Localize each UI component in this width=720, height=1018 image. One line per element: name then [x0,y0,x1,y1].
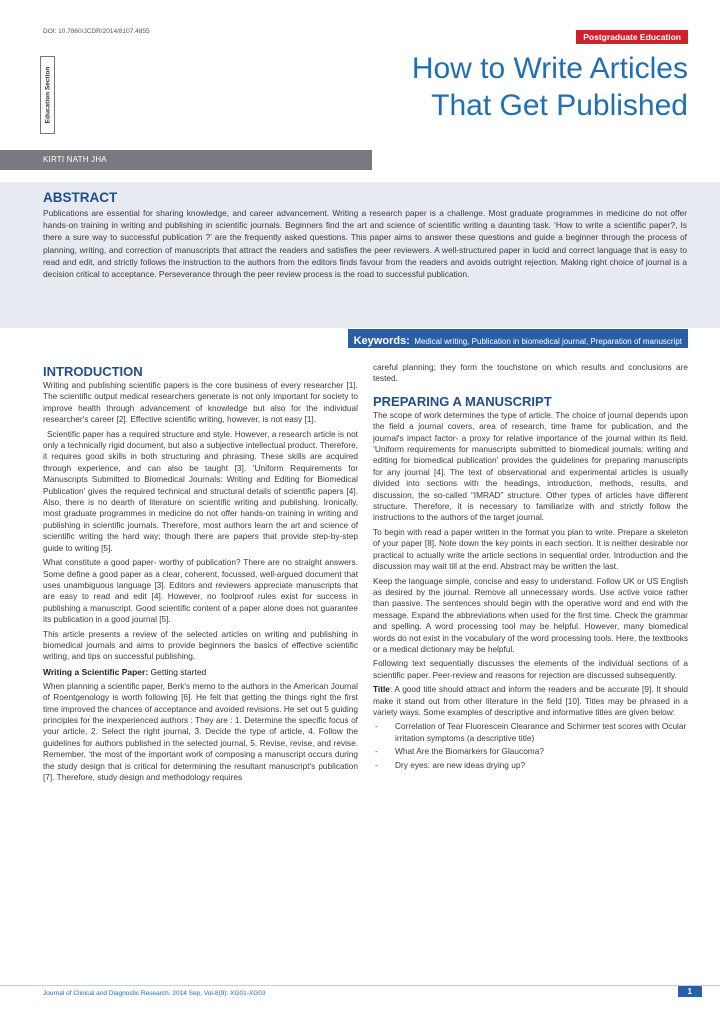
abstract-text: Publications are essential for sharing knowledge, and career advancement. Writing a research paper is a challenge. Most graduate programmes in medicine do not offer hands-on training in writing and publishing in scientific journals. Beginners find the art and science of scientific writing a daunting task. ‘How to write a scientific paper?, Is there a sure way to successful publication ?’ are the frequently asked questions. This paper aims to answer these questions and guide a beginner through the process of planning, writing, and correction of manuscripts that attract the readers and satisfies the peer reviewers. A well-structured paper in lucid and correct language that is easy to read and edit, and strictly follows the instruction to the authors from the editors finds favour from the readers and avoids outright rejection. Making right choice of journal is a decision critical to acceptance. Perseverance through the peer review process is the road to successful publication. [43,208,687,280]
abstract-box [0,182,720,328]
introduction-heading: INTRODUCTION [43,364,143,379]
title-line-2: That Get Published [431,89,688,122]
side-label-box [40,56,55,134]
paragraph: Following text sequentially discusses the elements of the individual sections of a scientific paper. Peer-review and reasons for rejection are discussed subsequently. [373,658,688,680]
author-bar [0,150,372,170]
paragraph: This article presents a review of the selected articles on writing and publishing in biomedical journals and aims to provide beginners the basics of effective scientific writing, and tips on successful publishing. [43,628,358,662]
paragraph: Keep the language simple, concise and easy to understand. Follow UK or US English as desired by the journal. Remove all unnecessary words. Use active voice rather than passive. The sentences should begin with the operative word and end with the message. Expand the abbreviations when used for the first time. Check the grammar and spelling. A word processing tool may be helpful. However, many biomedical words do not exist in the vocabulary of the word processing tools. Here, the textbooks or a medical dictionary may be helpful. [373,575,688,654]
list-item: - Dry eyes: are new ideas drying up? [373,760,688,771]
subheading-bold: Writing a Scientific Paper: [43,666,149,677]
keywords-bar [348,329,688,348]
paragraph: When planning a scientific paper, Berk's memo to the authors in the American Journal of Roentgenology is worth following [6]. He felt that getting the things right the first time improved the chances of acceptance and avoided revisions. He set out 5 guiding principles for the inexperienced authors : They are : 1. Determine the specific focus of your article, 2. Select the right journal, 3. Decide the type of article, 4. Follow the guidelines for authors published in the selected journal, 5. Revise, revise, and revise. Remember, ‘the most of the important work of composing a manuscript occurs during the study design that is critical for determining the resultant manuscript's publication [7]. Therefore, study design and methodology requires [43,680,358,782]
subheading [43,666,358,678]
keywords-value: Medical writing, Publication in biomedical journal, Preparation of manuscript [414,337,682,346]
title-term: Title [373,684,390,695]
section-tag: Postgraduate Education [576,30,688,44]
paragraph: To begin with read a paper written in the format you plan to write. Prepare a skeleton of your paper [8]. Note down the key points in each section. It is neither desirable nor practical to actually write the article sections in sequential order. Introduction and the discussion may wait till at the end. Abstract may be written the last. [373,526,688,572]
title-description: : A good title should attract and inform the readers and be accurate [9]. It should make it stand out from other literature in the field [10]. Titles may be phrased in a variety ways. Some examples of descriptive and informative titles are given below: [373,684,688,717]
paragraph: Scientific paper has a required structure and style. However, a research article is not only a technically rigid document, but also a subjective intellectual product. Therefore, it requires good skills in both structuring and phrasing. These skills are acquired through experience, and can also be taught [3]. ‘Uniform Requirements for Manuscripts Submitted to Biomedical Journals: Writing and Editing for Biomedical Publication’ gives the required technical and structural details of scientific papers [4]. Also, there is no dearth of literature on scientific writing and publishing. Ironically, most graduate programmes in medicine do not offer hands-on training in writing and publishing in scientific journals. Therefore, most authors learn the art and science of scientific writing the hard way; though there are papers that provide step-by-step guide to writing [5]. [43,428,358,553]
list-item: - Correlation of Tear Fluorescein Clearance and Schirmer test scores with Ocular irritation symptoms (a descriptive title) [373,721,688,744]
abstract-heading: ABSTRACT [43,190,118,205]
title-line-1: How to Write Articles [411,52,688,85]
paragraph: Writing and publishing scientific papers is the core business of every researcher [1]. The scientific output medical researchers generate is not only important for society to improve health through advancement of knowledge but also for the individual researcher's career [2]. Effective scientific writing, however, is not easy [1]. [43,380,358,425]
side-label: Education Section [44,66,51,124]
keywords-label: Keywords: [353,335,410,347]
right-column [373,362,688,773]
title-examples-list [373,721,688,771]
footer-citation: Journal of Clinical and Diagnostic Research. 2014 Sep, Vol-8(9): XG01-XG03 [43,990,266,997]
preparing-manuscript-heading: PREPARING A MANUSCRIPT [373,393,552,409]
page-number: 1 [678,986,702,997]
list-item: - What Are the Biomarkers for Glaucoma? [373,746,688,757]
left-column [43,364,358,786]
author-name: KIRTI NATH JHA [43,155,107,164]
article-title [412,50,688,124]
paragraph: The scope of work determines the type of article. The choice of journal depends upon the field a journal covers, area of research, time frame for publication, and the journal's impact factor- a proxy for relative importance of the journal within its field. ‘Uniform requirements for manuscripts submitted to biomedical journals: writing and editing for biomedical publication’ provides the guidelines for preparing manuscripts for any journal [4]. The text of observational and experimental articles is usually divided into sections with the headings, introduction, methods, results, and discussion, the so-called “IMRAD” structure. Other types of articles have different structure. Therefore, it is necessary to familiarize with and strictly follow the instructions to the authors of the target journal. [373,409,688,523]
footer-divider [0,985,720,986]
paragraph: What constitute a good paper- worthy of publication? There are no straight answers. Some define a good paper as a clear, coherent, focussed, well-argued document that uses unambiguous language [3]. Editors and reviewers appreciate manuscripts that are easy to read and edit [4]. However, no foolproof rules exist for success in publishing a manuscript. Good scientific content of a paper alone does not guarantee its publication in a good journal [5]. [43,557,358,625]
paragraph: careful planning; they form the touchstone on which results and conclusions are tested. [373,362,688,384]
paragraph-title [373,684,688,718]
subheading-rest: Getting started [148,666,207,677]
doi-text: DOI: 10.7860/JCDR/2014/8107.4855 [43,28,150,35]
